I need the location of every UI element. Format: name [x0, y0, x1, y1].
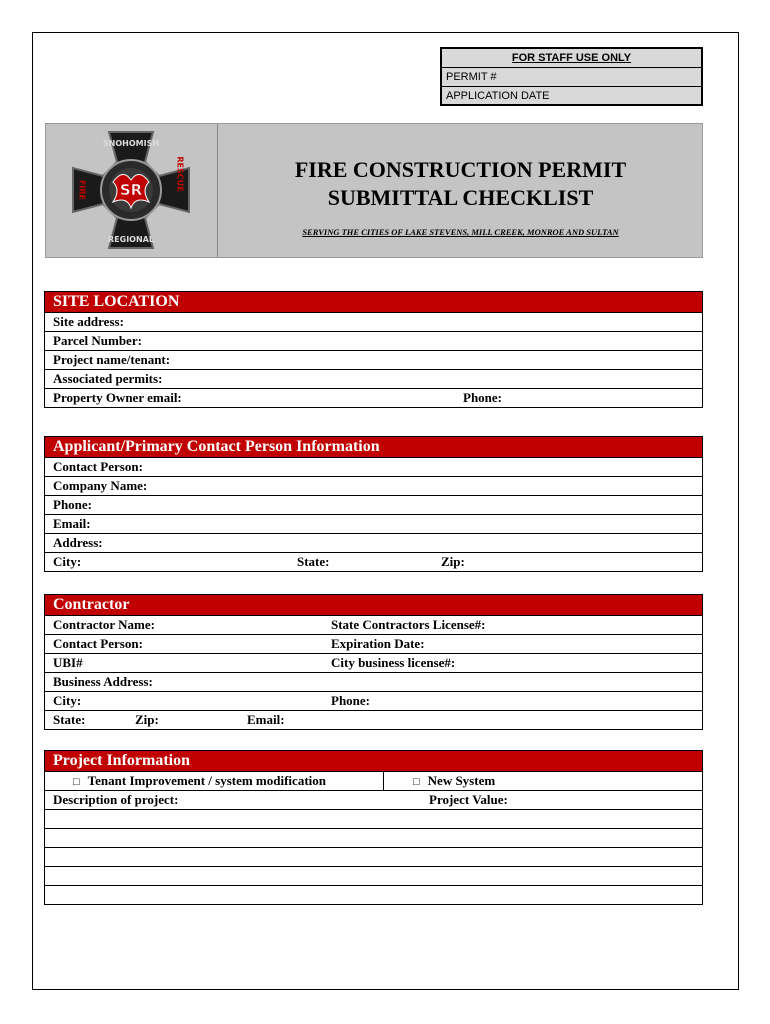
ubi-field[interactable]: UBI# [53, 655, 83, 670]
svg-text:SNOHOMISH: SNOHOMISH [102, 139, 160, 148]
description-line-3[interactable] [45, 848, 702, 867]
tenant-improvement-checkbox[interactable]: □ [73, 776, 80, 788]
applicant-section [44, 436, 703, 572]
new-system-label: New System [427, 773, 496, 788]
applicant-phone-field[interactable]: Phone: [45, 496, 702, 515]
tenant-improvement-option[interactable] [73, 772, 326, 791]
option-divider [383, 772, 384, 790]
project-info-heading: Project Information [45, 751, 702, 772]
applicant-zip-field[interactable]: Zip: [441, 554, 465, 569]
contractor-contact-row [45, 635, 702, 654]
business-address-field[interactable]: Business Address: [45, 673, 702, 692]
contractor-license-field[interactable]: State Contractors License#: [331, 617, 486, 632]
company-name-field[interactable]: Company Name: [45, 477, 702, 496]
parcel-number-field[interactable]: Parcel Number: [45, 332, 702, 351]
svg-text:FIRE: FIRE [77, 179, 87, 201]
owner-contact-row [45, 389, 702, 407]
logo-cell [46, 124, 218, 257]
description-line-4[interactable] [45, 867, 702, 886]
tenant-improvement-label: Tenant Improvement / system modification [87, 773, 326, 788]
fire-department-logo-icon [46, 124, 217, 257]
owner-phone-field[interactable]: Phone: [463, 390, 502, 405]
description-line-1[interactable] [45, 810, 702, 829]
project-value-field[interactable]: Project Value: [429, 792, 508, 807]
new-system-checkbox[interactable]: □ [413, 776, 420, 788]
applicant-heading: Applicant/Primary Contact Person Information [45, 437, 702, 458]
staff-use-heading: FOR STAFF USE ONLY [442, 49, 701, 68]
applicant-city-row [45, 553, 702, 571]
svg-text:REGIONAL: REGIONAL [108, 235, 154, 244]
project-description-field[interactable]: Description of project: [53, 792, 179, 807]
application-date-field[interactable]: APPLICATION DATE [446, 90, 550, 102]
contractor-name-field[interactable]: Contractor Name: [53, 617, 155, 632]
staff-use-box [440, 47, 703, 106]
project-type-row [45, 772, 702, 791]
contractor-state-row [45, 711, 702, 729]
permit-number-field[interactable]: PERMIT # [442, 68, 701, 87]
license-expiration-field[interactable]: Expiration Date: [331, 636, 425, 651]
description-line-2[interactable] [45, 829, 702, 848]
contractor-contact-field[interactable]: Contact Person: [53, 636, 143, 651]
title-banner [45, 123, 703, 258]
applicant-city-field[interactable]: City: [53, 554, 82, 569]
description-line-5[interactable] [45, 886, 702, 904]
applicant-address-field[interactable]: Address: [45, 534, 702, 553]
project-name-field[interactable]: Project name/tenant: [45, 351, 702, 370]
new-system-option[interactable] [413, 772, 495, 791]
form-title-line2: SUBMITTAL CHECKLIST [327, 185, 594, 210]
contractor-heading: Contractor [45, 595, 702, 616]
applicant-state-field[interactable]: State: [297, 554, 330, 569]
svg-text:SR: SR [119, 181, 143, 199]
contractor-state-field[interactable]: State: [53, 712, 86, 727]
contractor-ubi-row [45, 654, 702, 673]
site-location-section [44, 291, 703, 408]
associated-permits-field[interactable]: Associated permits: [45, 370, 702, 389]
contact-person-field[interactable]: Contact Person: [45, 458, 702, 477]
contractor-phone-field[interactable]: Phone: [331, 693, 370, 708]
contractor-name-row [45, 616, 702, 635]
site-address-field[interactable]: Site address: [45, 313, 702, 332]
contractor-email-field[interactable]: Email: [247, 712, 285, 727]
city-business-license-field[interactable]: City business license#: [331, 655, 456, 670]
contractor-city-field[interactable]: City: [53, 693, 82, 708]
applicant-email-field[interactable]: Email: [45, 515, 702, 534]
contractor-section [44, 594, 703, 730]
form-title-line1: FIRE CONSTRUCTION PERMIT [294, 157, 627, 182]
site-location-heading: SITE LOCATION [45, 292, 702, 313]
owner-email-field[interactable]: Property Owner email: [53, 390, 182, 405]
contractor-city-row [45, 692, 702, 711]
contractor-zip-field[interactable]: Zip: [135, 712, 159, 727]
service-area-subtitle: SERVING THE CITIES OF LAKE STEVENS, MILL CREEK, MONROE AND SULTAN [302, 227, 619, 237]
form-title [218, 156, 703, 212]
project-info-section [44, 750, 703, 905]
project-description-row [45, 791, 702, 810]
svg-text:RESCUE: RESCUE [175, 156, 185, 192]
